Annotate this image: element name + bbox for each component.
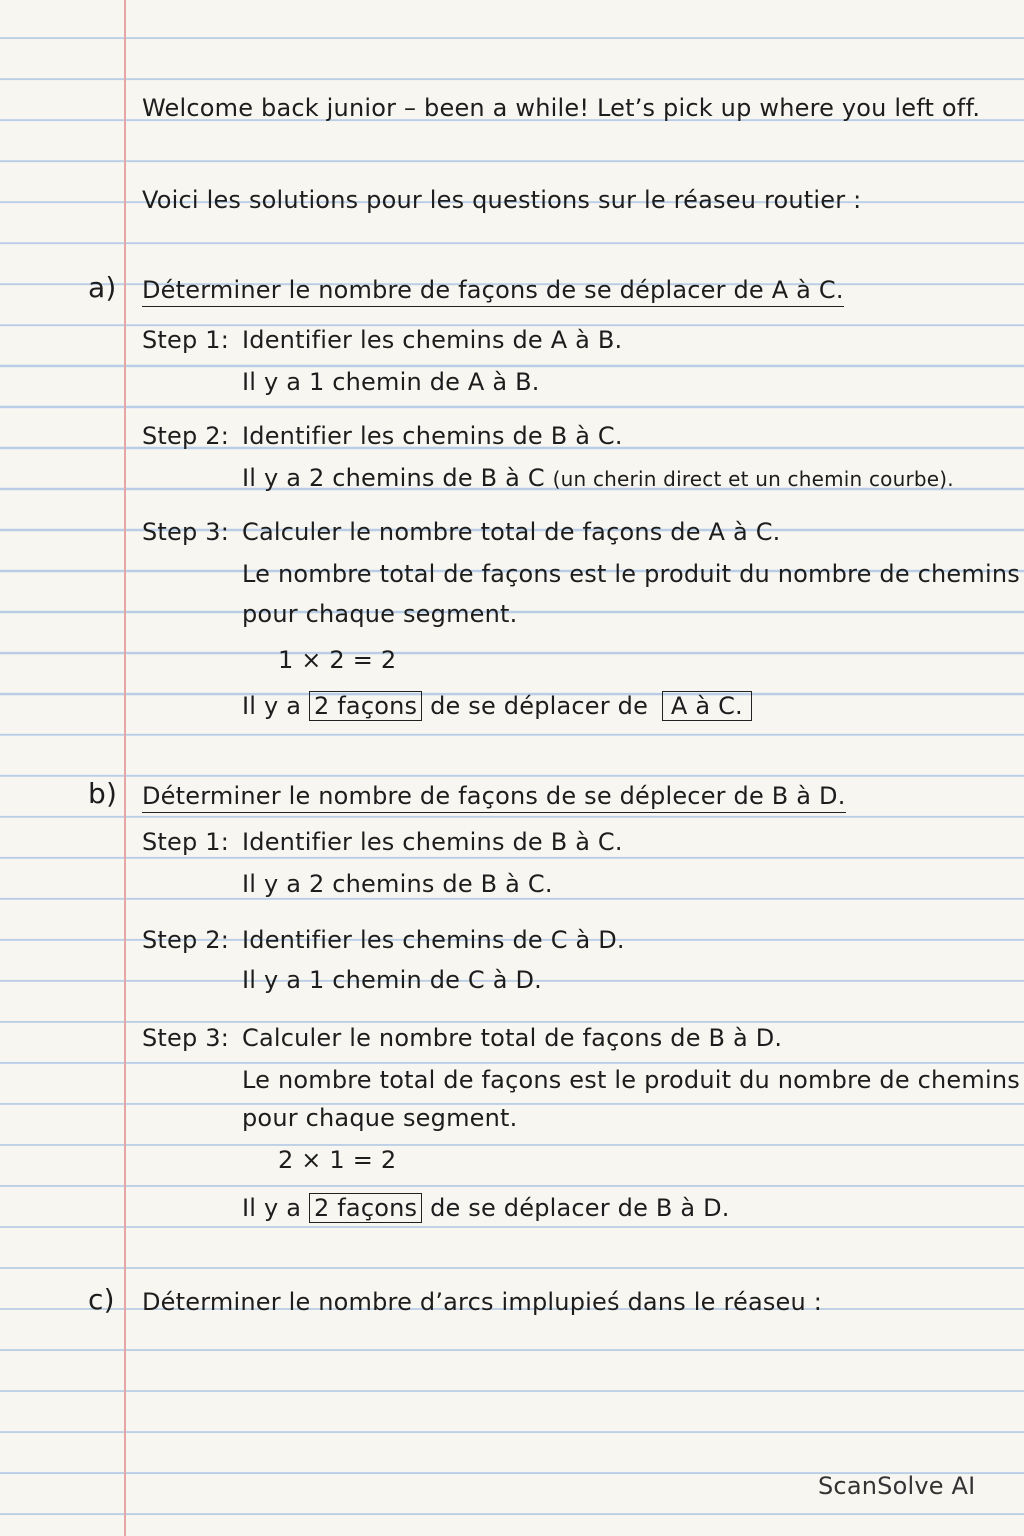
intro-line-2: Voici les solutions pour les questions sur le réaseu routier : bbox=[142, 186, 862, 214]
part-a-step1-result: Il y a 1 chemin de A à B. bbox=[242, 368, 540, 396]
part-a-answer-box-2: A à C. bbox=[662, 691, 752, 721]
part-b-heading bbox=[142, 780, 846, 812]
part-a-step3-explain-1: Le nombre total de façons est le produit du nombre de chemins bbox=[242, 560, 1020, 588]
part-b-step1-label: Step 1: bbox=[142, 828, 230, 856]
part-b-step2-text: Identifier les chemins de C à D. bbox=[242, 926, 625, 954]
part-a-step3-label: Step 3: bbox=[142, 518, 230, 546]
part-b-step3-explain-1: Le nombre total de façons est le produit du nombre de chemins bbox=[242, 1066, 1020, 1094]
part-a-step3-explain-2: pour chaque segment. bbox=[242, 600, 518, 628]
part-b-answer-box: 2 façons bbox=[309, 1193, 422, 1223]
part-b-step3-label: Step 3: bbox=[142, 1024, 230, 1052]
part-a-step2-text: Identifier les chemins de B à C. bbox=[242, 422, 623, 450]
watermark-text: ScanSolve AI bbox=[818, 1472, 976, 1500]
part-a-step2-label: Step 2: bbox=[142, 422, 230, 450]
part-b-step1-text: Identifier les chemins de B à C. bbox=[242, 828, 623, 856]
part-a-step1-text: Identifier les chemins de A à B. bbox=[242, 326, 623, 354]
part-b-answer bbox=[242, 1192, 730, 1224]
part-a-step1-label: Step 1: bbox=[142, 326, 230, 354]
part-a-answer-prefix: Il y a bbox=[242, 692, 302, 720]
part-b-step2-result: Il y a 1 chemin de C à D. bbox=[242, 966, 542, 994]
intro-line-1: Welcome back junior – been a while! Let’s pick up where you left off. bbox=[142, 94, 981, 122]
part-c-heading: Déterminer le nombre d’arcs implupieś dans le réaseu : bbox=[142, 1288, 823, 1316]
part-b-equation: 2 × 1 = 2 bbox=[278, 1146, 397, 1174]
part-c-label: c) bbox=[88, 1283, 115, 1316]
part-a-answer-mid: de se déplacer de bbox=[430, 692, 649, 720]
part-a-step2-result-note: (un cherin direct et un chemin courbe). bbox=[552, 467, 954, 491]
part-b-step3-explain-2: pour chaque segment. bbox=[242, 1104, 518, 1132]
part-b-heading-text: Déterminer le nombre de façons de se déplecer de B à D. bbox=[142, 782, 846, 813]
part-a-step3-text: Calculer le nombre total de façons de A à C. bbox=[242, 518, 781, 546]
part-b-step1-result: Il y a 2 chemins de B à C. bbox=[242, 870, 553, 898]
part-a-heading bbox=[142, 274, 844, 306]
part-b-answer-prefix: Il y a bbox=[242, 1194, 302, 1222]
part-a-answer-box: 2 façons bbox=[309, 691, 422, 721]
part-a-label: a) bbox=[88, 271, 117, 304]
part-b-step3-text: Calculer le nombre total de façons de B à D. bbox=[242, 1024, 783, 1052]
part-b-step2-label: Step 2: bbox=[142, 926, 230, 954]
part-a-step2-result-main: Il y a 2 chemins de B à C bbox=[242, 464, 545, 492]
part-a-answer bbox=[242, 690, 752, 722]
margin-line bbox=[124, 0, 126, 1536]
part-b-label: b) bbox=[88, 777, 118, 810]
part-a-step2-result bbox=[242, 462, 954, 495]
part-a-heading-text: Déterminer le nombre de façons de se déplacer de A à C. bbox=[142, 276, 844, 307]
part-a-equation: 1 × 2 = 2 bbox=[278, 646, 397, 674]
part-b-answer-suffix: de se déplacer de B à D. bbox=[430, 1194, 730, 1222]
